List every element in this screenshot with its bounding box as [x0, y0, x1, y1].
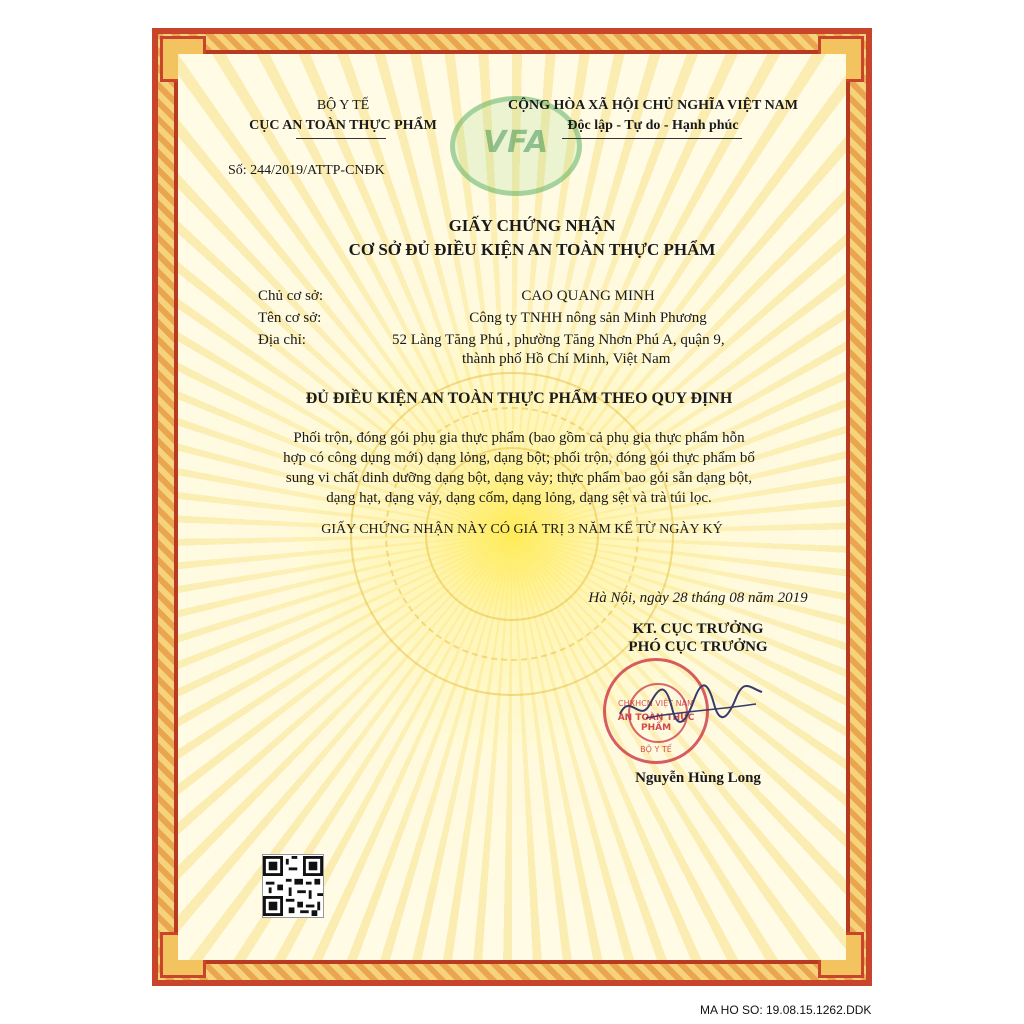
scope-line: dạng hạt, dạng vảy, dạng cốm, dạng lỏng, dạng sệt và trà túi lọc.: [326, 490, 712, 506]
signer-name: Nguyễn Hùng Long: [635, 770, 761, 786]
vfa-logo-icon: VFA: [450, 96, 582, 196]
stamp-text: AN TOÀN THỰC PHẨM: [617, 713, 695, 733]
agency-name: CỤC AN TOÀN THỰC PHẨM: [249, 118, 437, 133]
certificate: [152, 28, 872, 986]
republic-name: CỘNG HÒA XÃ HỘI CHỦ NGHĨA VIỆT NAM: [507, 98, 798, 113]
motto-underline: [562, 138, 742, 139]
scope-line: sung vi chất dinh dưỡng dạng bột, dạng vảy; thực phẩm bao gói sẵn dạng bột,: [285, 470, 753, 486]
scope-line: Phối trộn, đóng gói phụ gia thực phẩm (bao gồm cả phụ gia thực phẩm hỗn: [293, 430, 745, 446]
signer-title: PHÓ CỤC TRƯỞNG: [628, 639, 768, 655]
certificate-title: GIẤY CHỨNG NHẬN: [448, 216, 616, 235]
signer-role: KT. CỤC TRƯỞNG: [632, 621, 764, 637]
ministry-name: BỘ Y TẾ: [316, 98, 370, 113]
file-code: MA HO SO: 19.08.15.1262.DDK: [700, 1003, 872, 1017]
owner-label: Chủ cơ sở:: [258, 288, 324, 304]
address-value-line2: thành phố Hồ Chí Minh, Việt Nam: [462, 351, 671, 367]
handwritten-signature-icon: [616, 674, 766, 734]
stamp-text: CHXHCN VIỆT NAM: [618, 699, 694, 708]
document-number: Số: 244/2019/ATTP-CNĐK: [228, 163, 385, 178]
national-motto: Độc lập - Tự do - Hạnh phúc: [567, 118, 739, 133]
qualification-heading: ĐỦ ĐIỀU KIỆN AN TOÀN THỰC PHẨM THEO QUY ĐỊNH: [305, 390, 733, 407]
owner-value: CAO QUANG MINH: [521, 288, 655, 304]
qr-code-icon[interactable]: [262, 854, 324, 918]
header-underline: [296, 138, 386, 139]
facility-value: Công ty TNHH nông sản Minh Phương: [469, 310, 707, 326]
issue-date: Hà Nội, ngày 28 tháng 08 năm 2019: [588, 590, 808, 606]
facility-label: Tên cơ sở:: [258, 310, 322, 326]
certificate-subtitle: CƠ SỞ ĐỦ ĐIỀU KIỆN AN TOÀN THỰC PHẨM: [348, 240, 716, 259]
stamp-text: BỘ Y TẾ: [640, 745, 672, 754]
address-label: Địa chỉ:: [258, 332, 306, 348]
certificate-paper: [178, 54, 846, 960]
address-value: 52 Làng Tăng Phú , phường Tăng Nhơn Phú A, quận 9,: [392, 332, 725, 348]
scope-line: hợp có công dụng mới) dạng lỏng, dạng bột; phối trộn, đóng gói thực phẩm bổ: [283, 450, 755, 466]
validity-statement: GIẤY CHỨNG NHẬN NÀY CÓ GIÁ TRỊ 3 NĂM KỂ TỪ NGÀY KÝ: [321, 522, 723, 537]
